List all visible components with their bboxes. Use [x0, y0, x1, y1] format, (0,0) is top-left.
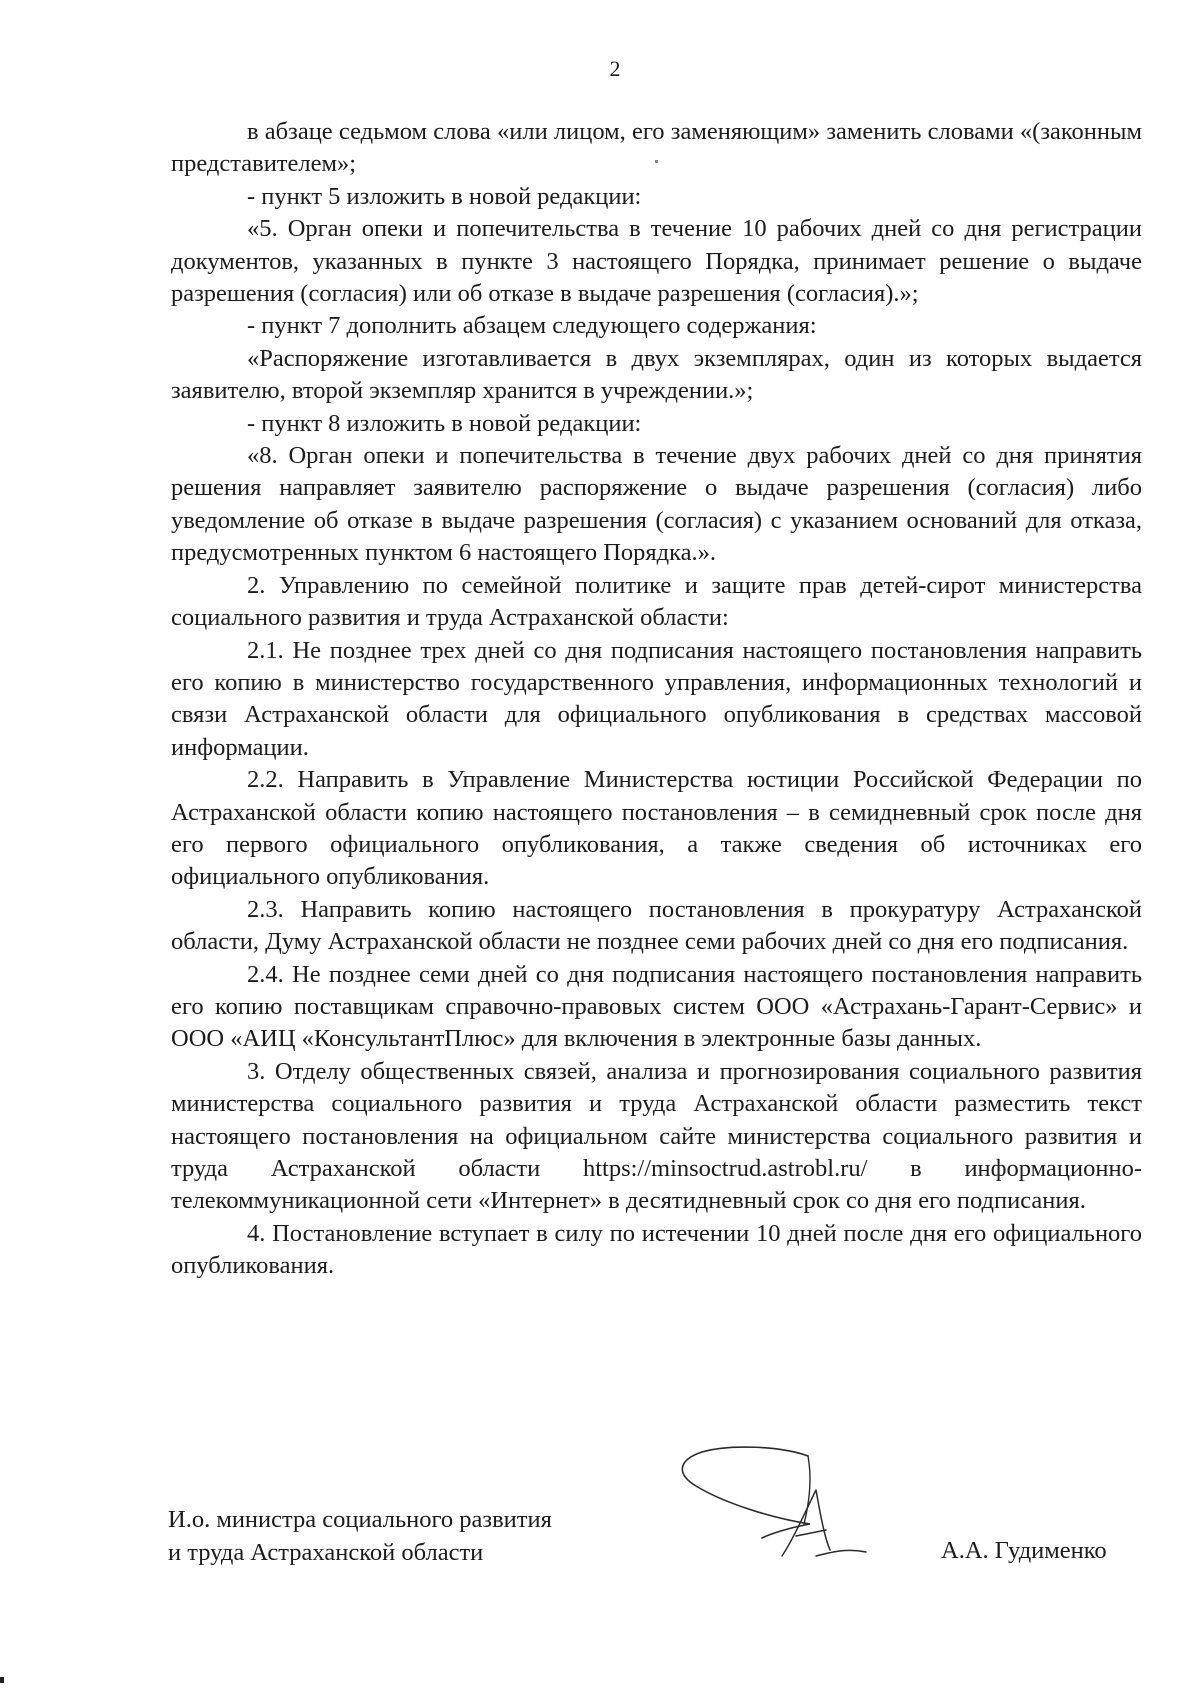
scan-artifact: [0, 1677, 4, 1683]
signatory-position-line-2: и труда Астраханской области: [168, 1539, 484, 1566]
document-body: [171, 116, 1142, 1283]
paragraph-8: 2. Управлению по семейной политике и защите прав детей-сирот министерства социального развития и труда Астраханской области:: [171, 571, 1142, 632]
paragraph-3: «5. Орган опеки и попечительства в течение 10 рабочих дней со дня регистрации документов, указанных в пункте 3 настоящего Порядка, принимает решение о выдаче разрешения (согласия) или об отказе в выдаче разрешения (согласия).»;: [171, 215, 1142, 308]
scan-artifact: [655, 160, 658, 163]
paragraph-12: 2.4. Не позднее семи дней со дня подписания настоящего постановления направить его копию поставщикам справочно-правовых систем ООО «Астрахань-Гарант-Сервис» и ООО «АИЦ «КонсультантПлюс» для включения в электронные базы данных.: [171, 960, 1142, 1053]
signatory-position: [168, 1503, 552, 1569]
paragraph-7: «8. Орган опеки и попечительства в течение двух рабочих дней со дня принятия решения направляет заявителю распоряжение о выдаче разрешения (согласия) либо уведомление об отказе в выдаче разрешения (согласия) с указанием оснований для отказа, предусмотренных пунктом 6 настоящего Порядка.».: [171, 442, 1142, 567]
paragraph-10: 2.2. Направить в Управление Министерства юстиции Российской Федерации по Астраханской области копию настоящего постановления – в семидневный срок после дня его первого официального опубликования, а также сведения об источниках его официального опубликования.: [171, 766, 1142, 891]
paragraph-13: 3. Отделу общественных связей, анализа и прогнозирования социального развития министерства социального развития и труда Астраханской области разместить текст настоящего постановления на официальном сайте министерства социального развития и труда Астраханской области https://minsoctrud.astrobl.ru/ в информационно-телекоммуникационной сети «Интернет» в десятидневный срок со дня его подписания.: [171, 1057, 1142, 1215]
signatory-position-line-1: И.о. министра социального развития: [168, 1506, 552, 1533]
paragraph-2: - пункт 5 изложить в новой редакции:: [247, 182, 642, 210]
page-number: 2: [609, 56, 621, 81]
paragraph-4: - пункт 7 дополнить абзацем следующего содержания:: [247, 312, 817, 340]
paragraph-5: «Распоряжение изготавливается в двух экземплярах, один из которых выдается заявителю, второй экземпляр хранится в учреждении.»;: [171, 344, 1142, 405]
paragraph-6: - пункт 8 изложить в новой редакции:: [247, 409, 642, 437]
paragraph-14: 4. Постановление вступает в силу по истечении 10 дней после дня его официального опубликования.: [171, 1219, 1142, 1280]
paragraph-1: в абзаце седьмом слова «или лицом, его заменяющим» заменить словами «(законным представителем»;: [171, 118, 1142, 178]
signatory-name: А.А. Гудименко: [941, 1537, 1107, 1564]
paragraph-11: 2.3. Направить копию настоящего постановления в прокуратуру Астраханской области, Думу Астраханской области не позднее семи рабочих дней со дня его подписания.: [171, 895, 1142, 956]
paragraph-9: 2.1. Не позднее трех дней со дня подписания настоящего постановления направить его копию в министерство государственного управления, информационных технологий и связи Астраханской области для официального опубликования в средствах массовой информации.: [171, 636, 1142, 761]
handwritten-signature: [670, 1438, 880, 1568]
